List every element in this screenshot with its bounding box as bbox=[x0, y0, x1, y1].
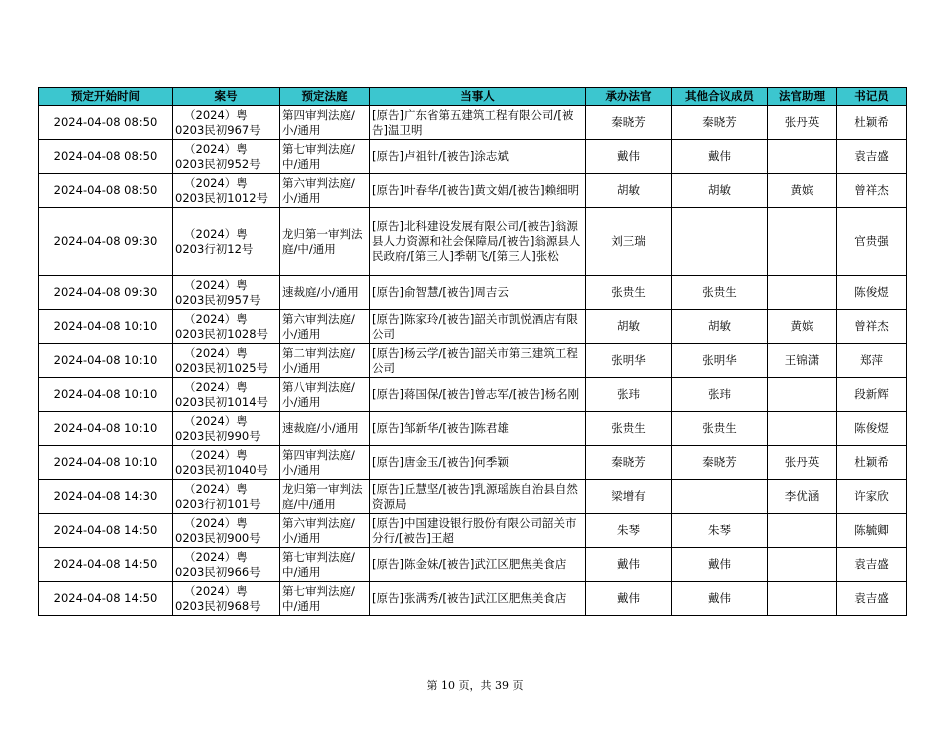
cell-clerk: 陈毓卿 bbox=[837, 514, 907, 548]
cell-judge: 梁增有 bbox=[586, 480, 672, 514]
cell-start-time: 2024-04-08 10:10 bbox=[39, 378, 173, 412]
cell-start-time: 2024-04-08 14:30 bbox=[39, 480, 173, 514]
cell-members: 秦晓芳 bbox=[672, 446, 768, 480]
cell-members: 戴伟 bbox=[672, 582, 768, 616]
cell-members: 胡敏 bbox=[672, 174, 768, 208]
cell-members: 朱琴 bbox=[672, 514, 768, 548]
cell-clerk: 袁吉盛 bbox=[837, 548, 907, 582]
table-row bbox=[39, 310, 907, 344]
cell-start-time: 2024-04-08 14:50 bbox=[39, 582, 173, 616]
cell-assistant bbox=[768, 140, 837, 174]
cell-start-time: 2024-04-08 10:10 bbox=[39, 412, 173, 446]
cell-court: 第七审判法庭/中/通用 bbox=[280, 582, 370, 616]
cell-members bbox=[672, 208, 768, 276]
cell-clerk: 官贵强 bbox=[837, 208, 907, 276]
cell-start-time: 2024-04-08 10:10 bbox=[39, 446, 173, 480]
cell-start-time: 2024-04-08 14:50 bbox=[39, 514, 173, 548]
cell-start-time: 2024-04-08 09:30 bbox=[39, 276, 173, 310]
table-row bbox=[39, 174, 907, 208]
table-row bbox=[39, 378, 907, 412]
cell-start-time: 2024-04-08 08:50 bbox=[39, 174, 173, 208]
cell-clerk: 许家欣 bbox=[837, 480, 907, 514]
table-row bbox=[39, 344, 907, 378]
cell-parties: [原告]卢祖针/[被告]涂志斌 bbox=[370, 140, 586, 174]
cell-assistant bbox=[768, 548, 837, 582]
cell-assistant: 王锦潇 bbox=[768, 344, 837, 378]
cell-members: 张贵生 bbox=[672, 412, 768, 446]
table-row bbox=[39, 276, 907, 310]
cell-case-number: （2024）粤0203行初101号 bbox=[173, 480, 280, 514]
cell-clerk: 陈俊煜 bbox=[837, 412, 907, 446]
cell-parties: [原告]丘慧坚/[被告]乳源瑶族自治县自然资源局 bbox=[370, 480, 586, 514]
page-number: 第 10 页，共 39 页 bbox=[426, 679, 524, 692]
cell-case-number: （2024）粤0203民初1028号 bbox=[173, 310, 280, 344]
col-header-clerk: 书记员 bbox=[837, 88, 907, 106]
cell-members bbox=[672, 480, 768, 514]
cell-case-number: （2024）粤0203民初968号 bbox=[173, 582, 280, 616]
cell-case-number: （2024）粤0203民初967号 bbox=[173, 106, 280, 140]
table-row bbox=[39, 106, 907, 140]
cell-parties: [原告]俞智慧/[被告]周吉云 bbox=[370, 276, 586, 310]
col-header-court: 预定法庭 bbox=[280, 88, 370, 106]
cell-judge: 张贵生 bbox=[586, 276, 672, 310]
cell-court: 第二审判法庭/小/通用 bbox=[280, 344, 370, 378]
cell-case-number: （2024）粤0203民初1040号 bbox=[173, 446, 280, 480]
cell-judge: 张明华 bbox=[586, 344, 672, 378]
col-header-case-number: 案号 bbox=[173, 88, 280, 106]
cell-court: 第六审判法庭/小/通用 bbox=[280, 310, 370, 344]
cell-parties: [原告]邹新华/[被告]陈君雄 bbox=[370, 412, 586, 446]
cell-judge: 秦晓芳 bbox=[586, 106, 672, 140]
table-row bbox=[39, 480, 907, 514]
col-header-parties: 当事人 bbox=[370, 88, 586, 106]
cell-start-time: 2024-04-08 10:10 bbox=[39, 310, 173, 344]
col-header-members: 其他合议成员 bbox=[672, 88, 768, 106]
cell-case-number: （2024）粤0203行初12号 bbox=[173, 208, 280, 276]
cell-clerk: 曾祥杰 bbox=[837, 310, 907, 344]
cell-case-number: （2024）粤0203民初1012号 bbox=[173, 174, 280, 208]
table-row bbox=[39, 548, 907, 582]
cell-judge: 戴伟 bbox=[586, 140, 672, 174]
table-row bbox=[39, 208, 907, 276]
table-row bbox=[39, 446, 907, 480]
cell-start-time: 2024-04-08 08:50 bbox=[39, 140, 173, 174]
cell-members: 张玮 bbox=[672, 378, 768, 412]
cell-assistant: 张丹英 bbox=[768, 446, 837, 480]
cell-members: 戴伟 bbox=[672, 548, 768, 582]
cell-assistant bbox=[768, 378, 837, 412]
table-row bbox=[39, 140, 907, 174]
table-row bbox=[39, 514, 907, 548]
col-header-judge: 承办法官 bbox=[586, 88, 672, 106]
table-header-row bbox=[39, 88, 907, 106]
col-header-start-time: 预定开始时间 bbox=[39, 88, 173, 106]
cell-court: 第四审判法庭/小/通用 bbox=[280, 446, 370, 480]
cell-start-time: 2024-04-08 14:50 bbox=[39, 548, 173, 582]
cell-assistant: 黄嫔 bbox=[768, 310, 837, 344]
cell-start-time: 2024-04-08 08:50 bbox=[39, 106, 173, 140]
cell-judge: 秦晓芳 bbox=[586, 446, 672, 480]
cell-judge: 戴伟 bbox=[586, 548, 672, 582]
table-body bbox=[39, 106, 907, 616]
cell-judge: 朱琴 bbox=[586, 514, 672, 548]
cell-clerk: 杜颖希 bbox=[837, 446, 907, 480]
cell-judge: 胡敏 bbox=[586, 310, 672, 344]
cell-assistant bbox=[768, 582, 837, 616]
cell-parties: [原告]北科建设发展有限公司/[被告]翁源县人力资源和社会保障局/[被告]翁源县人民政府/[第三人]季朝飞/[第三人]张松 bbox=[370, 208, 586, 276]
cell-judge: 刘三瑞 bbox=[586, 208, 672, 276]
cell-parties: [原告]广东省第五建筑工程有限公司/[被告]温卫明 bbox=[370, 106, 586, 140]
cell-case-number: （2024）粤0203民初1025号 bbox=[173, 344, 280, 378]
cell-members: 戴伟 bbox=[672, 140, 768, 174]
cell-assistant bbox=[768, 412, 837, 446]
cell-case-number: （2024）粤0203民初952号 bbox=[173, 140, 280, 174]
table-row bbox=[39, 412, 907, 446]
cell-judge: 戴伟 bbox=[586, 582, 672, 616]
col-header-assistant: 法官助理 bbox=[768, 88, 837, 106]
cell-judge: 张贵生 bbox=[586, 412, 672, 446]
cell-assistant: 黄嫔 bbox=[768, 174, 837, 208]
cell-assistant bbox=[768, 276, 837, 310]
cell-case-number: （2024）粤0203民初900号 bbox=[173, 514, 280, 548]
cell-clerk: 陈俊煜 bbox=[837, 276, 907, 310]
cell-judge: 胡敏 bbox=[586, 174, 672, 208]
cell-court: 速裁庭/小/通用 bbox=[280, 276, 370, 310]
cell-parties: [原告]唐金玉/[被告]何季颖 bbox=[370, 446, 586, 480]
cell-clerk: 曾祥杰 bbox=[837, 174, 907, 208]
cell-start-time: 2024-04-08 09:30 bbox=[39, 208, 173, 276]
cell-assistant bbox=[768, 514, 837, 548]
cell-court: 速裁庭/小/通用 bbox=[280, 412, 370, 446]
cell-clerk: 郑萍 bbox=[837, 344, 907, 378]
cell-assistant: 张丹英 bbox=[768, 106, 837, 140]
cell-clerk: 段新辉 bbox=[837, 378, 907, 412]
cell-court: 第六审判法庭/小/通用 bbox=[280, 174, 370, 208]
cell-members: 张明华 bbox=[672, 344, 768, 378]
cell-court: 第六审判法庭/小/通用 bbox=[280, 514, 370, 548]
cell-parties: [原告]叶春华/[被告]黄文娟/[被告]赖细明 bbox=[370, 174, 586, 208]
cell-clerk: 杜颖希 bbox=[837, 106, 907, 140]
cell-members: 胡敏 bbox=[672, 310, 768, 344]
cell-parties: [原告]陈金妹/[被告]武江区肥焦美食店 bbox=[370, 548, 586, 582]
cell-parties: [原告]蒋国保/[被告]曾志军/[被告]杨名刚 bbox=[370, 378, 586, 412]
cell-case-number: （2024）粤0203民初990号 bbox=[173, 412, 280, 446]
cell-court: 龙归第一审判法庭/中/通用 bbox=[280, 480, 370, 514]
cell-case-number: （2024）粤0203民初957号 bbox=[173, 276, 280, 310]
cell-clerk: 袁吉盛 bbox=[837, 140, 907, 174]
cell-case-number: （2024）粤0203民初1014号 bbox=[173, 378, 280, 412]
cell-clerk: 袁吉盛 bbox=[837, 582, 907, 616]
cell-parties: [原告]中国建设银行股份有限公司韶关市分行/[被告]王超 bbox=[370, 514, 586, 548]
cell-parties: [原告]杨云学/[被告]韶关市第三建筑工程公司 bbox=[370, 344, 586, 378]
cell-court: 第四审判法庭/小/通用 bbox=[280, 106, 370, 140]
cell-court: 第八审判法庭/小/通用 bbox=[280, 378, 370, 412]
hearing-schedule-table bbox=[38, 87, 907, 616]
cell-start-time: 2024-04-08 10:10 bbox=[39, 344, 173, 378]
table-row bbox=[39, 582, 907, 616]
cell-members: 秦晓芳 bbox=[672, 106, 768, 140]
cell-court: 龙归第一审判法庭/中/通用 bbox=[280, 208, 370, 276]
cell-court: 第七审判法庭/中/通用 bbox=[280, 548, 370, 582]
cell-case-number: （2024）粤0203民初966号 bbox=[173, 548, 280, 582]
cell-members: 张贵生 bbox=[672, 276, 768, 310]
cell-parties: [原告]陈家玲/[被告]韶关市凯悦酒店有限公司 bbox=[370, 310, 586, 344]
cell-assistant: 李优涵 bbox=[768, 480, 837, 514]
cell-judge: 张玮 bbox=[586, 378, 672, 412]
cell-assistant bbox=[768, 208, 837, 276]
cell-parties: [原告]张满秀/[被告]武江区肥焦美食店 bbox=[370, 582, 586, 616]
cell-court: 第七审判法庭/中/通用 bbox=[280, 140, 370, 174]
